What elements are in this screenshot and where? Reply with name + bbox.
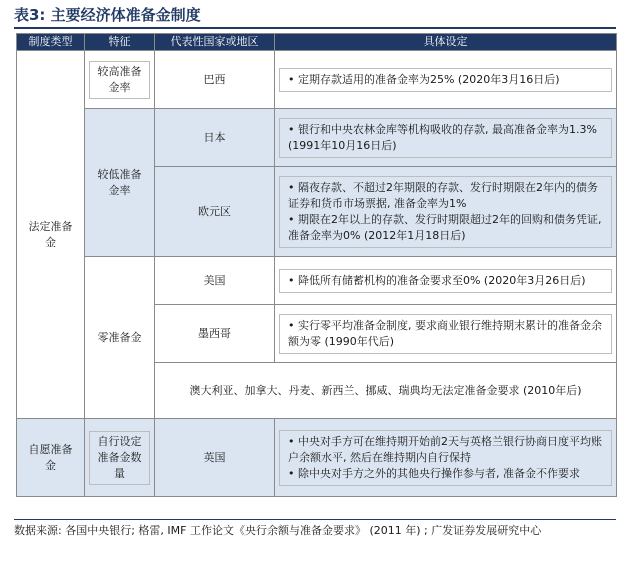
system-type-label: 法定准备金 [28, 219, 73, 249]
detail-japan [275, 109, 617, 167]
header-feature: 特征 [85, 34, 155, 51]
table-title: 表3: 主要经济体准备金制度 [14, 6, 201, 24]
country-us: 美国 [155, 257, 275, 305]
detail-mexico [275, 305, 617, 363]
country-euro-area: 欧元区 [155, 167, 275, 257]
header-detail: 具体设定 [275, 34, 617, 51]
detail-text: • 实行零平均准备金制度, 要求商业银行维持期末累计的准备金余额为零 (1990年代后) [279, 314, 612, 354]
detail-us [275, 257, 617, 305]
table-row [17, 257, 617, 305]
country-uk: 英国 [155, 419, 275, 497]
detail-text [279, 176, 612, 248]
feature-low [85, 109, 155, 257]
system-type-statutory [17, 51, 85, 419]
system-type-voluntary [17, 419, 85, 497]
detail-line: • 期限在2年以上的存款、发行时期限超过2年的回购和债务凭证, 准备金率为0% (2012年1月18日后) [288, 212, 602, 242]
table-row [17, 51, 617, 109]
system-type-label: 自愿准备金 [28, 442, 73, 472]
country-mexico: 墨西哥 [155, 305, 275, 363]
country-brazil: 巴西 [155, 51, 275, 109]
header-country: 代表性国家或地区 [155, 34, 275, 51]
table-row [17, 419, 617, 497]
source-note: 数据来源: 各国中央银行; 格雷, IMF 工作论文《央行余额与准备金要求》 (2011 年) ; 广发证券发展研究中心 [14, 524, 542, 537]
detail-text: • 降低所有储蓄机构的准备金要求至0% (2020年3月26日后) [279, 269, 612, 293]
feature-label: 自行设定准备金数量 [89, 431, 150, 485]
detail-line: • 隔夜存款、不超过2年期限的存款、发行时期限在2年内的债务证券和货币市场票据, 准备金率为1% [288, 180, 598, 210]
detail-line: • 除中央对手方之外的其他央行操作参与者, 准备金不作要求 [288, 466, 580, 480]
header-row [17, 34, 617, 51]
header-system-type: 制度类型 [17, 34, 85, 51]
detail-text: 澳大利亚、加拿大、丹麦、新西兰、挪威、瑞典均无法定准备金要求 (2010年后) [189, 383, 582, 397]
detail-text [279, 430, 612, 486]
detail-brazil [275, 51, 617, 109]
reserve-system-table [16, 33, 617, 497]
detail-line: • 中央对手方可在维持期开始前2天与英格兰银行协商日度平均账户余额水平, 然后在维持期内自行保持 [288, 434, 602, 464]
country-japan: 日本 [155, 109, 275, 167]
detail-euro-area [275, 167, 617, 257]
detail-text: • 银行和中央农林金库等机构吸收的存款, 最高准备金率为1.3% (1991年10月16日后) [279, 118, 612, 158]
feature-voluntary [85, 419, 155, 497]
detail-uk [275, 419, 617, 497]
table-row [17, 109, 617, 167]
feature-label: 较高准备金率 [89, 61, 150, 99]
source-divider [14, 519, 616, 520]
feature-zero [85, 257, 155, 419]
feature-label: 较低准备金率 [97, 167, 142, 197]
feature-label: 零准备金 [97, 330, 142, 344]
zero-reserve-others [155, 363, 617, 419]
title-divider [14, 27, 616, 29]
feature-high [85, 51, 155, 109]
detail-text: • 定期存款适用的准备金率为25% (2020年3月16日后) [279, 68, 612, 92]
